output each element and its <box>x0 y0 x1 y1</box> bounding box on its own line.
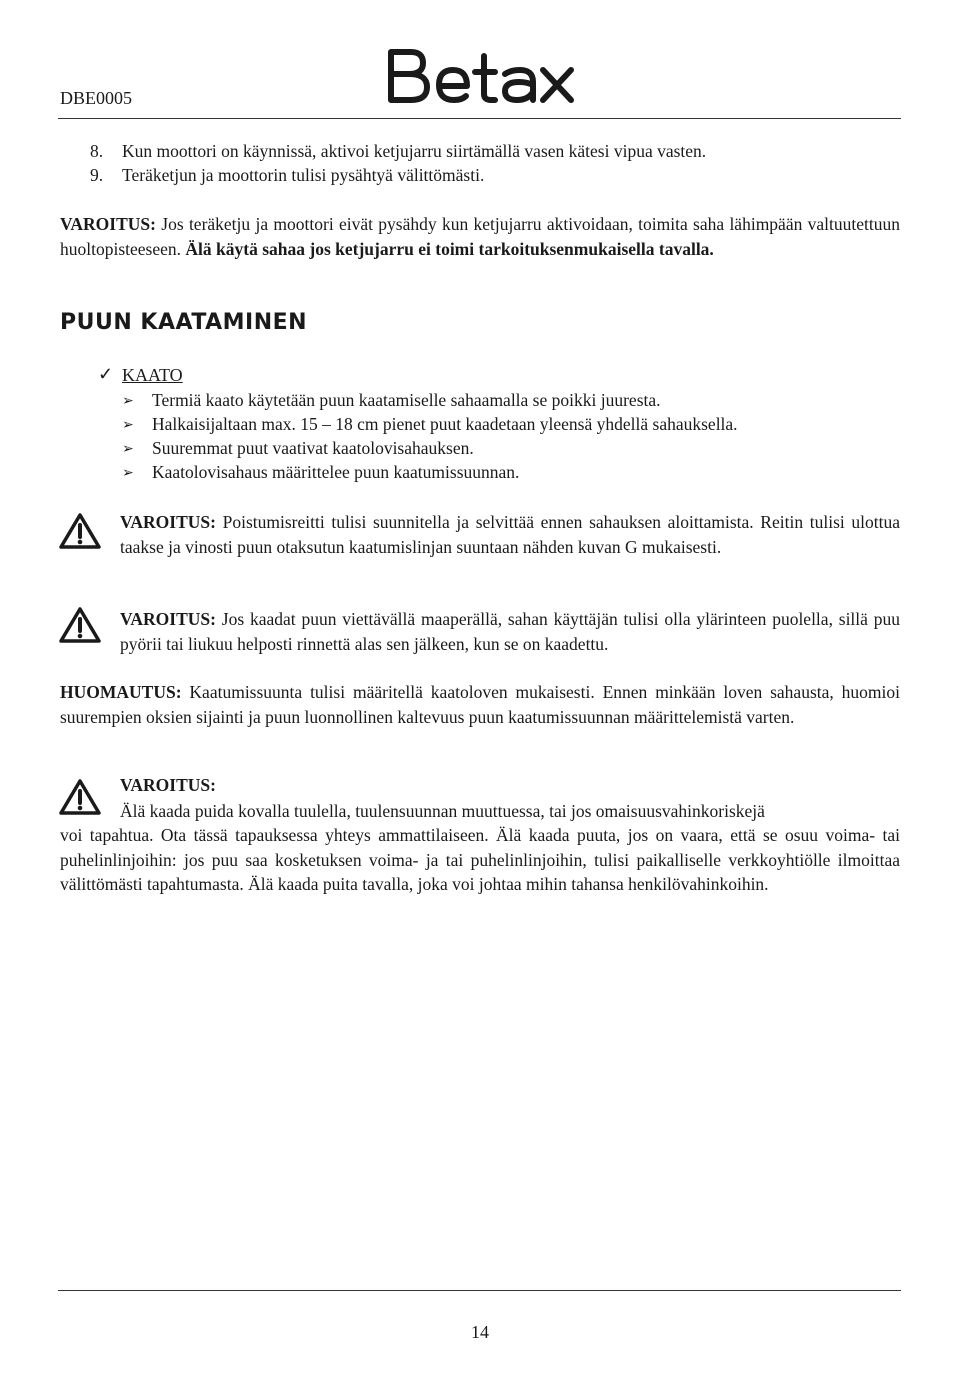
list-item-text: Termiä kaato käytetään puun kaatamiselle sahaamalla se poikki juuresta. <box>152 390 661 410</box>
list-item <box>122 462 519 483</box>
page-number: 14 <box>471 1322 489 1342</box>
betax-logo-graphic <box>383 40 583 106</box>
arrow-bullet-icon: ➢ <box>122 394 134 409</box>
note-paragraph <box>60 680 900 729</box>
warning-bold-text: Älä käytä sahaa jos ketjujarru ei toimi tarkoituksenmukaisella tavalla. <box>185 238 714 259</box>
list-item-text: Halkaisijaltaan max. 15 – 18 cm pienet puut kaadetaan yleensä yhdellä sahauksella. <box>152 414 738 434</box>
list-item-text: Suuremmat puut vaativat kaatolovisahauksen. <box>152 438 474 458</box>
warning-text: Poistumisreitti tulisi suunnitella ja selvittää ennen sahauksen aloittamista. Reitin tulisi ulottua taakse ja vinosti puun otaksutun kaatumislinjan suuntaan nähden kuvan G mukaisesti. <box>120 512 900 557</box>
warning-triangle-icon <box>58 778 102 821</box>
warning-label: VAROITUS: <box>120 512 216 532</box>
warning-triangle-icon <box>58 606 102 649</box>
checkmark-icon: ✓ <box>98 364 114 384</box>
warning-first-line: Älä kaada puida kovalla tuulella, tuulensuunnan muuttuessa, tai jos omaisuusvahinkoriskejä <box>120 801 765 821</box>
document-code: DBE0005 <box>60 88 132 108</box>
warning-label: VAROITUS: <box>120 609 216 629</box>
step-number: 8. <box>90 141 104 161</box>
footer-divider <box>58 1290 901 1291</box>
note-text: Kaatumissuunta tulisi määritellä kaatoloven mukaisesti. Ennen minkään loven sahausta, huomioi suurempien oksien sijainti ja puun luonnollinen kaltevuus puun kaatumissuunnan määrittelemistä varten. <box>60 682 900 727</box>
step-number: 9. <box>90 165 104 185</box>
warning-paragraph: voi tapahtua. Ota tässä tapauksessa yhteys ammattilaiseen. Älä kaada puuta, jos on vaara, että se osuu voima- tai puhelinlinjoihin: jos puu saa kosketuksen voima- ja tai puhelinlinjoihin, tulisi paikalliselle verkkoyhtiölle ilmoittaa välittömästi tapahtumasta. Älä kaada puita tavalla, joka voi johtaa mihin tahansa henkilövahinkoihin. <box>60 825 900 894</box>
warning-paragraph <box>120 510 900 559</box>
subsection-heading: KAATO <box>122 365 183 385</box>
list-item-text: Kaatolovisahaus määrittelee puun kaatumissuunnan. <box>152 462 520 482</box>
list-item <box>122 438 474 459</box>
step-text: Teräketjun ja moottorin tulisi pysähtyä välittömästi. <box>122 165 485 185</box>
note-label: HUOMAUTUS: <box>60 682 182 702</box>
arrow-bullet-icon: ➢ <box>122 418 134 433</box>
section-title: PUUN KAATAMINEN <box>60 310 308 335</box>
step-item <box>90 165 484 186</box>
warning-label-text: VAROITUS: <box>120 775 216 795</box>
header-divider <box>58 118 901 119</box>
step-text: Kun moottori on käynnissä, aktivoi ketjujarru siirtämällä vasen kätesi vipua vasten. <box>122 141 707 161</box>
arrow-bullet-icon: ➢ <box>122 466 134 481</box>
list-item <box>122 390 661 411</box>
betax-logo <box>383 40 583 111</box>
warning-triangle-icon <box>58 512 102 555</box>
list-item <box>122 414 738 435</box>
warning-label <box>120 775 216 796</box>
arrow-bullet-icon: ➢ <box>122 442 134 457</box>
warning-text: Jos kaadat puun viettävällä maaperällä, sahan käyttäjän tulisi olla ylärinteen puolella, sillä puu pyörii tai liukuu helposti rinnettä alas sen jälkeen, kun se on kaadettu. <box>120 609 900 654</box>
warning-text: Jos teräketju ja moottori eivät pysähdy kun ketjujarru aktivoidaan, toimita saha lähimpään valtuutettuun huoltopisteeseen. <box>60 214 900 259</box>
step-item <box>90 141 706 162</box>
warning-paragraph <box>120 607 900 656</box>
warning-paragraph <box>60 212 900 261</box>
warning-label: VAROITUS: <box>60 214 156 234</box>
